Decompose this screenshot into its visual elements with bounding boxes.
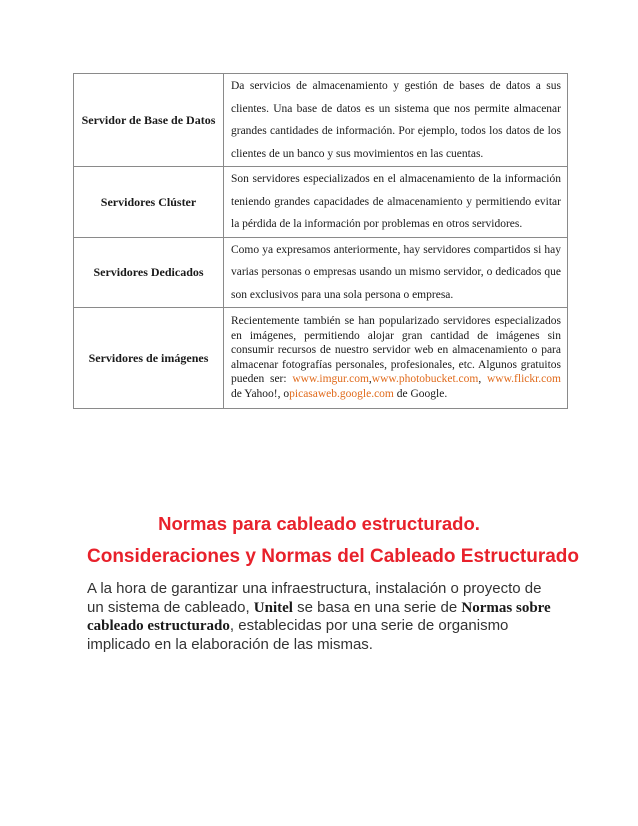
paragraph-text: A la hora de garantizar una infraestructura, instalación o proyecto de un sistema de cableado, — [87, 580, 542, 616]
flickr-link[interactable]: www.flickr.com — [487, 373, 561, 386]
table-row — [74, 308, 568, 409]
server-type-description: Como ya expresamos anteriormente, hay servidores compartidos si hay varias personas o empresas usando un mismo servidor, o dedicados que son exclusivos para una sola persona o empresa. — [224, 237, 568, 308]
server-type-description: Da servicios de almacenamiento y gestión de bases de datos a sus clientes. Una base de datos es un sistema que nos permite almacenar grandes cantidades de información. Por ejemplo, todos los datos de los clientes de un banco y sus movimientos en las cuentas. — [224, 74, 568, 167]
description-text: Recientemente también se han popularizado servidores especializados en imágenes, permitiendo alojar gran cantidad de imágenes sin consumir recursos de nuestro servidor web en almacenamiento o para almacenar fotografías personales, profesionales, etc. Algunos gratuitos pueden ser: — [231, 315, 561, 386]
table-row — [74, 74, 568, 167]
section-heading: Normas para cableado estructurado. — [158, 513, 480, 534]
description-text: de Yahoo!, o — [231, 387, 290, 400]
imgur-link[interactable]: www.imgur.com — [292, 373, 369, 386]
paragraph-text: , establecidas por una serie de organismo implicado en la elaboración de las mismas. — [87, 617, 509, 653]
brand-name: Unitel — [253, 599, 293, 616]
server-type-description: Son servidores especializados en el almacenamiento de la información teniendo grandes capacidades de almacenamiento y permitiendo evitar la pérdida de la información por problemas en otros servidores. — [224, 167, 568, 238]
photobucket-link[interactable]: www.photobucket.com — [371, 373, 479, 386]
table-row — [74, 237, 568, 308]
server-type-description — [224, 308, 568, 409]
server-type-name: Servidores Dedicados — [74, 237, 224, 308]
server-type-name: Servidor de Base de Datos — [74, 74, 224, 167]
intro-paragraph — [87, 580, 557, 654]
description-text: de Google. — [393, 387, 448, 400]
separator: , — [478, 373, 487, 386]
subheading: Consideraciones y Normas del Cableado Estructurado — [87, 546, 580, 567]
servers-table — [73, 73, 568, 409]
bold-phrase: Normas sobre cableado estructurado — [87, 599, 551, 635]
paragraph-text: se basa en una serie de — [292, 598, 462, 616]
server-type-name: Servidores de imágenes — [74, 308, 224, 409]
picasaweb-link[interactable]: picasaweb.google.com — [289, 387, 394, 400]
table-row — [74, 167, 568, 238]
server-type-name: Servidores Clúster — [74, 167, 224, 238]
separator: , — [368, 373, 372, 386]
